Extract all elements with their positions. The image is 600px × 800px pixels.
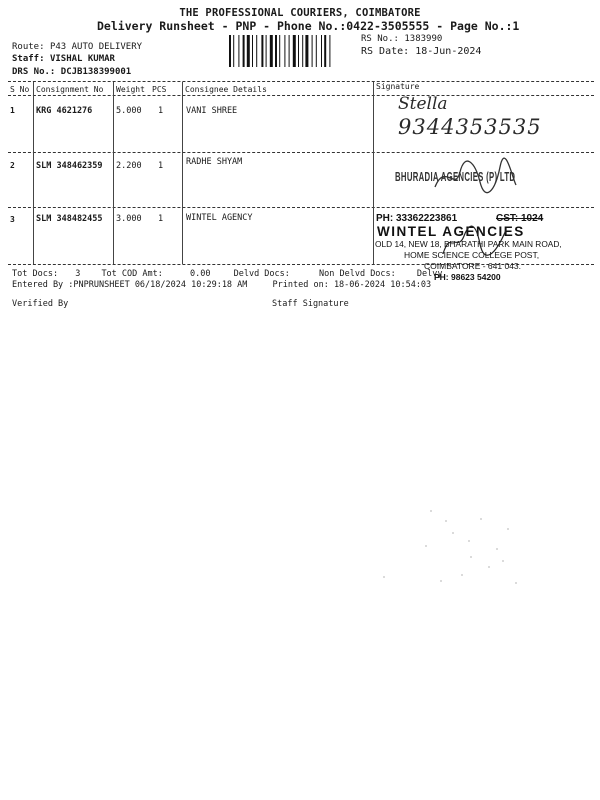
company-title: THE PROFESSIONAL COURIERS, COIMBATORE [179, 7, 421, 19]
rs-date-value: 18-Jun-2024 [415, 46, 482, 57]
drs-line [12, 67, 131, 77]
rs-date-label: RS Date: [361, 46, 410, 57]
signature-row1-name: Stella [398, 94, 448, 114]
row-consignee: WINTEL AGENCY [186, 213, 253, 223]
staff-value: VISHAL KUMAR [49, 54, 115, 64]
table-top-rule [8, 81, 594, 82]
non-delvd-docs-label: Non Delvd Docs: [319, 269, 396, 279]
scan-speck [425, 545, 427, 547]
printed-on: Printed on: 18-06-2024 10:54:03 [272, 280, 432, 290]
signature-scribble [430, 157, 520, 197]
column-divider [373, 82, 374, 264]
scan-speck [502, 560, 504, 562]
row-consignment: SLM 348462359 [36, 161, 103, 171]
row-divider [8, 152, 594, 153]
tot-docs-label: Tot Docs: [12, 269, 59, 279]
header-bottom-rule [8, 95, 594, 96]
col-header-consignment: Consignment No [36, 85, 104, 94]
scan-speck [461, 574, 463, 576]
signature-row3-cst: CST: 1024 [496, 213, 544, 224]
signature-row1-phone: 9344353535 [398, 115, 542, 139]
drs-label: DRS No.: [12, 67, 56, 77]
signature-row3-address: OLD 14, NEW 18, BHARATHI PARK MAIN ROAD, [375, 239, 562, 249]
rs-no-value: 1383990 [404, 34, 443, 44]
rs-no-label: RS No.: [361, 34, 399, 44]
scan-speck [452, 532, 454, 534]
drs-value: DCJB138399001 [60, 67, 132, 77]
signature-scribble [440, 222, 510, 262]
tot-cod-label: Tot COD Amt: [101, 269, 163, 279]
scan-speck [468, 540, 470, 542]
row-consignment: SLM 348482455 [36, 214, 103, 224]
row-consignee: VANI SHREE [186, 106, 238, 116]
column-divider [113, 82, 114, 264]
signature-row3-address: HOME SCIENCE COLLEGE POST, [404, 250, 540, 260]
col-header-pcs: PCS [152, 85, 167, 94]
scan-speck [440, 580, 442, 582]
row-weight: 3.000 [116, 214, 142, 224]
row-sno: 2 [10, 161, 15, 170]
row-divider [8, 207, 594, 208]
scan-speck [383, 576, 385, 578]
row-sno: 1 [10, 106, 15, 115]
staff-line [12, 54, 115, 64]
scan-speck [430, 510, 432, 512]
row-pcs: 1 [158, 214, 164, 224]
scan-speck [496, 548, 498, 550]
row-pcs: 1 [158, 106, 164, 116]
row-consignment: KRG 4621276 [36, 106, 93, 116]
rs-no-line [361, 34, 442, 44]
col-header-weight: Weight [116, 85, 145, 94]
col-header-sno: S No [10, 85, 30, 94]
staff-signature-label: Staff Signature [272, 299, 349, 309]
signature-row3-stamp-name: WINTEL AGENCIES [377, 224, 525, 239]
signature-row2-stamp: BHURADIA AGENCIES (P) LTD [395, 170, 516, 184]
scan-speck [445, 520, 447, 522]
summary-line [12, 269, 443, 279]
route-value: P43 AUTO DELIVERY [49, 42, 143, 52]
scan-speck [515, 582, 517, 584]
verified-by-label: Verified By [12, 299, 69, 309]
tot-docs-value: 3 [75, 269, 81, 279]
signature-row3-phone: PH: 33362223861 [376, 213, 458, 224]
entered-by: Entered By :PNPRUNSHEET 06/18/2024 10:29:18 AM [12, 280, 248, 290]
delvd-docs-label: Delvd Docs: [233, 269, 290, 279]
signature-row3-address: COIMBATORE - 641 043. [424, 261, 521, 271]
column-divider [33, 82, 34, 264]
route-line [12, 42, 142, 52]
row-consignee: RADHE SHYAM [186, 157, 243, 167]
scan-speck [480, 518, 482, 520]
route-label: Route: [12, 42, 45, 52]
row-weight: 5.000 [116, 106, 142, 116]
scan-speck [507, 528, 509, 530]
signature-row3-ph: PH: 98623 54200 [434, 272, 501, 282]
scan-speck [470, 556, 472, 558]
delvy-label: Delvy [416, 269, 443, 279]
col-header-signature: Signature [376, 82, 420, 91]
col-header-consignee: Consignee Details [185, 85, 267, 94]
entered-by-line [12, 280, 431, 290]
tot-cod-value: 0.00 [189, 269, 211, 279]
staff-label: Staff: [12, 54, 45, 64]
column-divider [182, 82, 183, 264]
runsheet-subtitle: Delivery Runsheet - PNP - Phone No.:0422-3505555 - Page No.:1 [97, 19, 520, 33]
row-pcs: 1 [158, 161, 164, 171]
row-weight: 2.200 [116, 161, 142, 171]
barcode-image [228, 35, 354, 67]
rs-date-line [361, 46, 481, 57]
scan-speck [488, 566, 490, 568]
row-sno: 3 [10, 215, 15, 224]
